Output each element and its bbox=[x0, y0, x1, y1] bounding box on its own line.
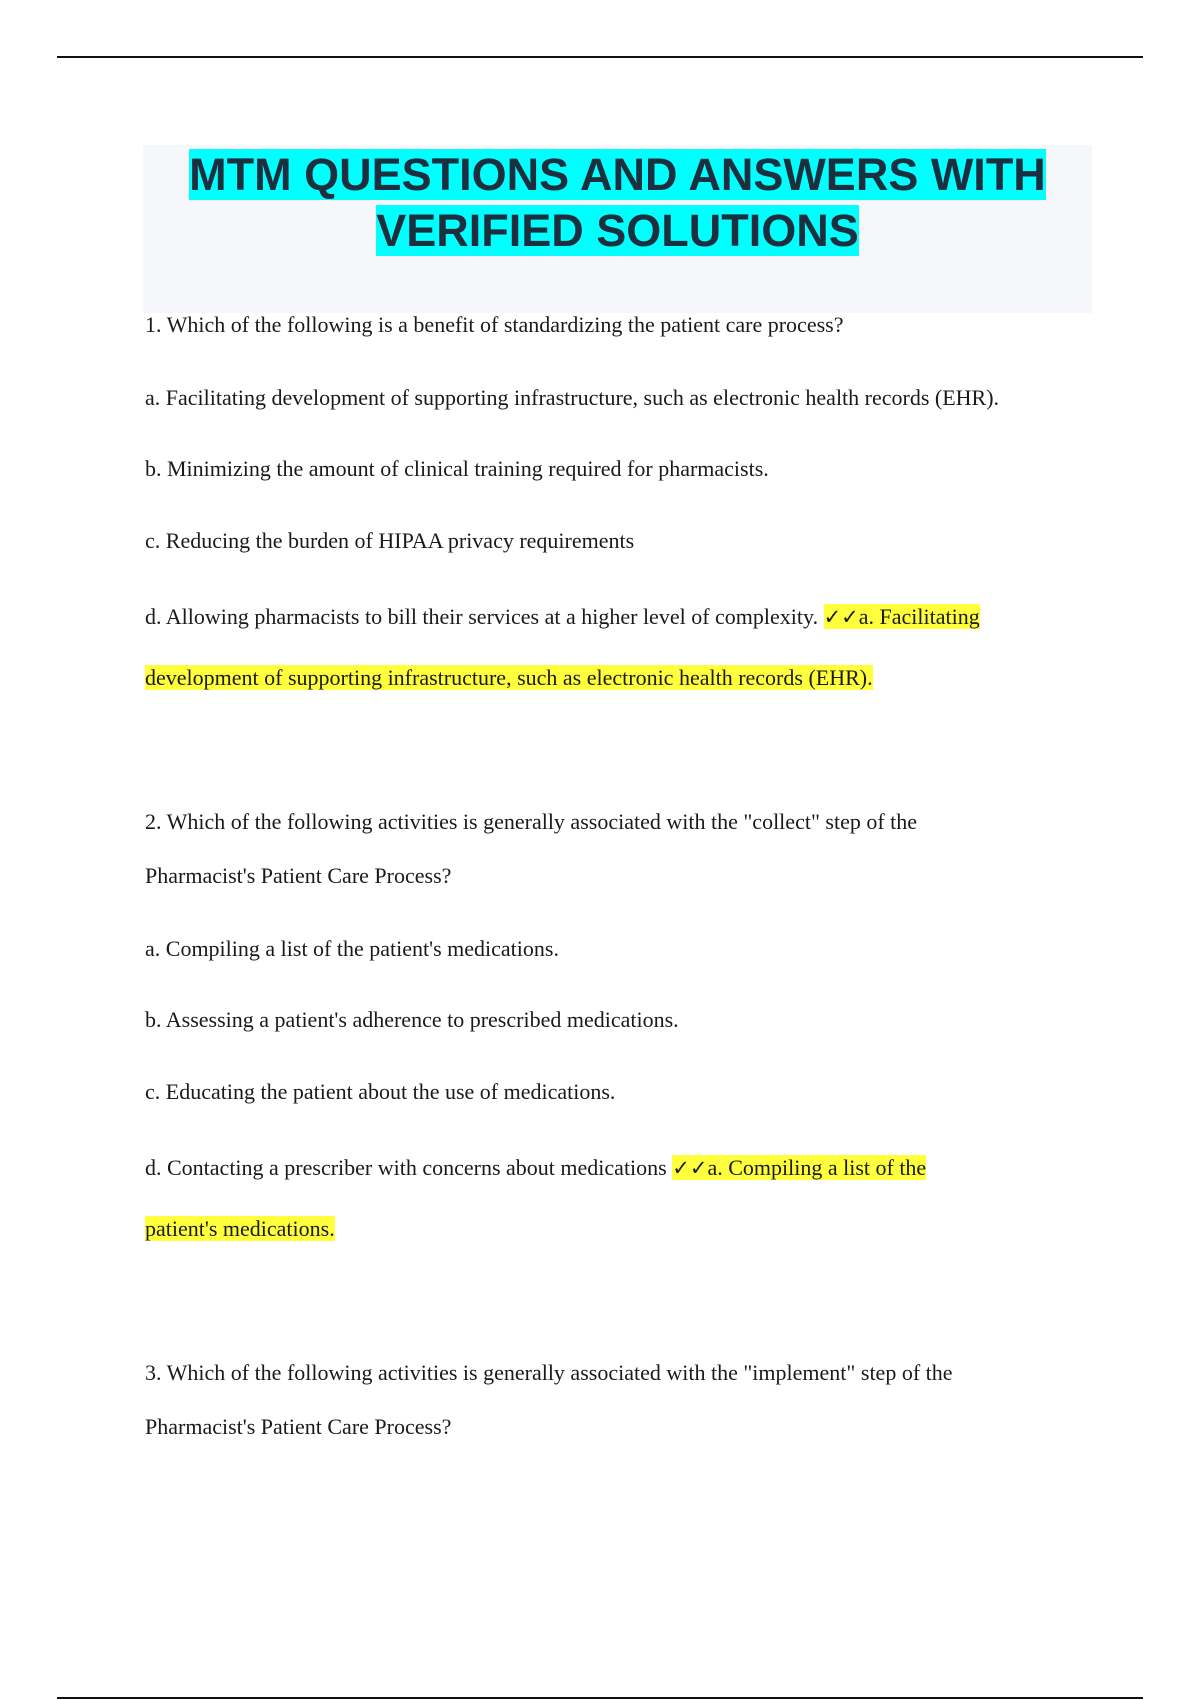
question-2-answer bbox=[672, 1155, 926, 1180]
question-1-answer-continued bbox=[145, 665, 873, 691]
question-2-option-a: a. Compiling a list of the patient's medications. bbox=[145, 936, 559, 961]
question-1-answer-text-2: development of supporting infrastructure, such as electronic health records (EHR). bbox=[145, 665, 873, 690]
question-1-option-d-line bbox=[145, 604, 980, 630]
question-2-stem-line-2: Pharmacist's Patient Care Process? bbox=[145, 863, 452, 888]
question-3-stem-line-2: Pharmacist's Patient Care Process? bbox=[145, 1414, 452, 1439]
question-2-option-b: b. Assessing a patient's adherence to prescribed medications. bbox=[145, 1007, 679, 1032]
question-1-answer bbox=[824, 604, 980, 629]
check-icon: ✓✓ bbox=[823, 605, 859, 629]
question-2-answer-continued bbox=[145, 1216, 335, 1242]
question-2-option-d: d. Contacting a prescriber with concerns about medications bbox=[145, 1155, 667, 1180]
title-banner bbox=[143, 145, 1092, 313]
question-1-option-d: d. Allowing pharmacists to bill their services at a higher level of complexity. bbox=[145, 604, 819, 629]
document-title-line-1: MTM QUESTIONS AND ANSWERS WITH bbox=[189, 149, 1046, 200]
question-2-stem-line-1: 2. Which of the following activities is generally associated with the "collect" step of the bbox=[145, 809, 918, 834]
footer-rule bbox=[57, 1697, 1143, 1699]
question-1-option-c: c. Reducing the burden of HIPAA privacy requirements bbox=[145, 528, 635, 553]
question-1-answer-text-1: a. Facilitating bbox=[858, 604, 980, 629]
question-2-answer-text-1: a. Compiling a list of the bbox=[707, 1155, 927, 1180]
question-2-answer-text-2: patient's medications. bbox=[145, 1216, 335, 1241]
question-1-option-a: a. Facilitating development of supporting infrastructure, such as electronic health records (EHR). bbox=[145, 385, 1000, 410]
document-title-line-2: VERIFIED SOLUTIONS bbox=[376, 205, 859, 256]
check-icon: ✓✓ bbox=[672, 1156, 708, 1180]
question-3-stem-line-1: 3. Which of the following activities is generally associated with the "implement" step of the bbox=[145, 1360, 953, 1385]
question-1-stem: 1. Which of the following is a benefit of standardizing the patient care process? bbox=[145, 312, 844, 337]
question-2-option-d-line bbox=[145, 1155, 926, 1181]
header-rule bbox=[57, 56, 1143, 58]
question-2-option-c: c. Educating the patient about the use of medications. bbox=[145, 1079, 616, 1104]
question-1-option-b: b. Minimizing the amount of clinical training required for pharmacists. bbox=[145, 456, 769, 481]
